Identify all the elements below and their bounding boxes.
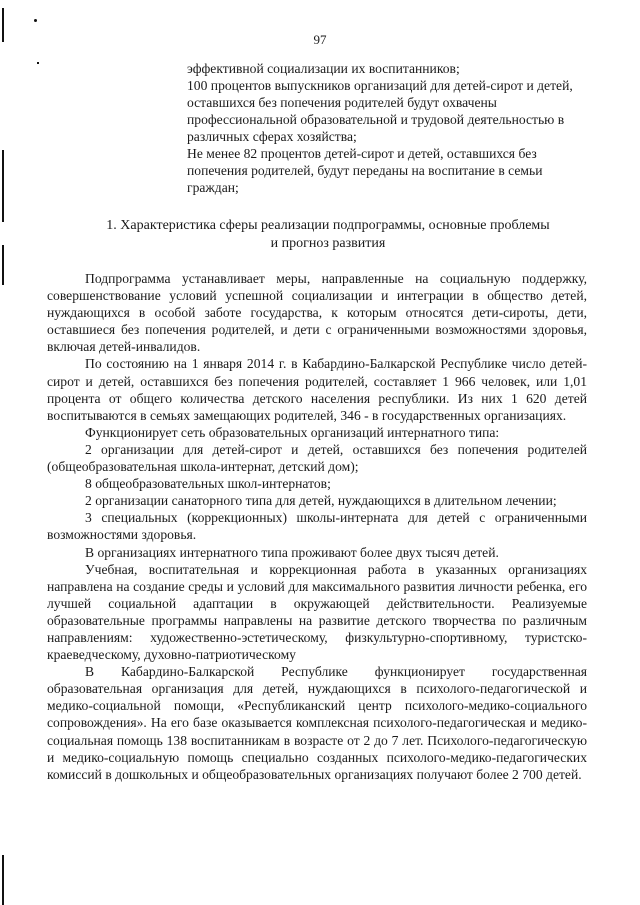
body-paragraph: В Кабардино-Балкарской Республике функционирует государственная образовательная организация для детей, нуждающихся в психолого-педагогической и медико-социальной помощи, «Республиканский центр психолого-медико-социального сопровождения». На его базе оказывается комплексная психолого-педагогическая и медико-социальная помощь 138 воспитанникам в возрасте от 2 до 7 лет. Психолого-педагогическую и медико-социальную помощь специально созданных психолого-медико-педагогических комиссий в дошкольных и общеобразовательных организациях получают более 2 700 детей. — [47, 664, 587, 782]
intro-block — [187, 60, 577, 196]
intro-paragraph: Не менее 82 процентов детей-сирот и детей, оставшихся без попечения родителей, будут переданы на воспитание в семьи граждан; — [187, 146, 543, 195]
body-paragraph: По состоянию на 1 января 2014 г. в Кабардино-Балкарской Республике число детей-сирот и детей, оставшихся без попечения родителей, составляет 1 966 человек, или 1,01 процента от общего количества детского населения республики. Из них 1 620 детей воспитываются в семьях замещающих родителей, 346 - в государственных организациях. — [47, 356, 587, 423]
scan-mark — [2, 150, 4, 222]
body-paragraph: В организациях интернатного типа проживают более двух тысяч детей. — [85, 544, 499, 560]
body-paragraph: Учебная, воспитательная и коррекционная работа в указанных организациях направлена на создание среды и условий для максимального развития личности ребенка, его лучшей социальной адаптации в окружающей действительности. Реализуемые образовательные программы направлены на развитие детского творчества по различным направлениям: художественно-эстетическому, физкультурно-спортивному, туристско-краеведческому, духовно-патриотическому — [47, 561, 587, 663]
intro-paragraph: эффективной социализации их воспитанников; — [187, 61, 460, 76]
body-paragraph: 3 специальных (коррекционных) школы-интерната для детей с ограниченными возможностями здоровья. — [47, 510, 587, 543]
scan-mark — [2, 855, 4, 905]
section-heading-line: 1. Характеристика сферы реализации подпрограммы, основные проблемы — [106, 218, 550, 233]
scan-mark — [37, 62, 39, 64]
page-number: 97 — [313, 32, 327, 47]
body-paragraph: Подпрограмма устанавливает меры, направленные на социальную поддержку, совершенствование условий успешной социализации и интеграции в общество детей, нуждающихся в особой заботе государства, к которым относятся дети-сироты, дети, оставшиеся без попечения родителей, и дети с ограниченными возможностями здоровья, включая детей-инвалидов. — [47, 271, 587, 355]
intro-paragraph: 100 процентов выпускников организаций для детей-сирот и детей, оставшихся без попечения родителей будут охвачены профессиональной образовательной и трудовой деятельностью в различных сферах хозяйства; — [187, 78, 573, 144]
body-paragraph: 8 общеобразовательных школ-интернатов; — [85, 476, 331, 492]
body-text — [47, 270, 587, 783]
scan-mark — [34, 19, 37, 22]
body-paragraph: 2 организации санаторного типа для детей, нуждающихся в длительном лечении; — [85, 493, 557, 509]
scan-mark — [2, 245, 4, 285]
body-paragraph: Функционирует сеть образовательных организаций интернатного типа: — [85, 424, 500, 440]
section-heading-line: и прогноз развития — [270, 236, 386, 251]
body-paragraph: 2 организации для детей-сирот и детей, оставшихся без попечения родителей (общеобразовательная школа-интернат, детский дом); — [47, 441, 587, 475]
section-heading — [78, 217, 578, 253]
